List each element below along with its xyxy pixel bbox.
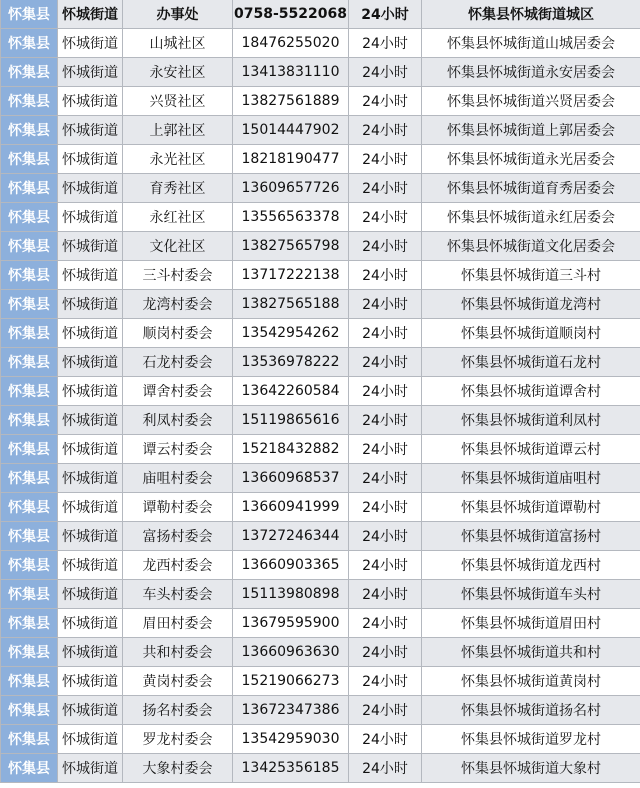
address-cell: 怀集县怀城街道庙咀村 — [422, 464, 640, 493]
street-cell: 怀城街道 — [58, 174, 123, 203]
county-cell: 怀集县 — [1, 754, 58, 783]
hours-cell: 24小时 — [349, 754, 422, 783]
hours-cell: 24小时 — [349, 319, 422, 348]
street-cell: 怀城街道 — [58, 58, 123, 87]
phone-cell: 13542959030 — [233, 725, 349, 754]
street-cell: 怀城街道 — [58, 116, 123, 145]
street-cell: 怀城街道 — [58, 464, 123, 493]
phone-cell: 13827561889 — [233, 87, 349, 116]
address-cell: 怀集县怀城街道三斗村 — [422, 261, 640, 290]
street-cell: 怀城街道 — [58, 667, 123, 696]
phone-cell: 18476255020 — [233, 29, 349, 58]
county-cell: 怀集县 — [1, 319, 58, 348]
address-cell: 怀集县怀城街道谭舍村 — [422, 377, 640, 406]
hours-cell: 24小时 — [349, 551, 422, 580]
phone-cell: 15218432882 — [233, 435, 349, 464]
county-cell: 怀集县 — [1, 522, 58, 551]
phone-cell: 13660941999 — [233, 493, 349, 522]
county-cell: 怀集县 — [1, 406, 58, 435]
hours-cell: 24小时 — [349, 58, 422, 87]
address-cell: 怀集县怀城街道罗龙村 — [422, 725, 640, 754]
unit-cell: 车头村委会 — [123, 580, 233, 609]
hours-cell: 24小时 — [349, 0, 422, 29]
phone-cell: 13827565188 — [233, 290, 349, 319]
unit-cell: 顺岗村委会 — [123, 319, 233, 348]
street-cell: 怀城街道 — [58, 754, 123, 783]
hours-cell: 24小时 — [349, 435, 422, 464]
table-row — [1, 609, 640, 638]
table-row — [1, 638, 640, 667]
phone-cell: 13660968537 — [233, 464, 349, 493]
phone-cell: 13660903365 — [233, 551, 349, 580]
phone-cell: 15219066273 — [233, 667, 349, 696]
county-cell: 怀集县 — [1, 580, 58, 609]
hours-cell: 24小时 — [349, 406, 422, 435]
table-row — [1, 319, 640, 348]
phone-cell: 13556563378 — [233, 203, 349, 232]
street-cell: 怀城街道 — [58, 580, 123, 609]
phone-cell: 13413831110 — [233, 58, 349, 87]
table-row — [1, 203, 640, 232]
phone-cell: 13609657726 — [233, 174, 349, 203]
address-cell: 怀集县怀城街道育秀居委会 — [422, 174, 640, 203]
unit-cell: 扬名村委会 — [123, 696, 233, 725]
unit-cell: 上郭社区 — [123, 116, 233, 145]
address-cell: 怀集县怀城街道上郭居委会 — [422, 116, 640, 145]
county-cell: 怀集县 — [1, 290, 58, 319]
unit-cell: 谭勒村委会 — [123, 493, 233, 522]
table-row — [1, 145, 640, 174]
street-cell: 怀城街道 — [58, 377, 123, 406]
unit-cell: 大象村委会 — [123, 754, 233, 783]
hours-cell: 24小时 — [349, 522, 422, 551]
address-cell: 怀集县怀城街道永红居委会 — [422, 203, 640, 232]
hours-cell: 24小时 — [349, 348, 422, 377]
table-row — [1, 696, 640, 725]
phone-cell: 13660963630 — [233, 638, 349, 667]
hours-cell: 24小时 — [349, 377, 422, 406]
table-row — [1, 290, 640, 319]
county-cell: 怀集县 — [1, 261, 58, 290]
county-cell: 怀集县 — [1, 58, 58, 87]
unit-cell: 办事处 — [123, 0, 233, 29]
street-cell: 怀城街道 — [58, 290, 123, 319]
table-row — [1, 435, 640, 464]
hours-cell: 24小时 — [349, 725, 422, 754]
table-row — [1, 406, 640, 435]
street-cell: 怀城街道 — [58, 522, 123, 551]
table-row — [1, 261, 640, 290]
street-cell: 怀城街道 — [58, 696, 123, 725]
county-cell: 怀集县 — [1, 145, 58, 174]
table-row — [1, 464, 640, 493]
street-cell: 怀城街道 — [58, 725, 123, 754]
phone-cell: 13717222138 — [233, 261, 349, 290]
street-cell: 怀城街道 — [58, 261, 123, 290]
phone-cell: 0758-5522068 — [233, 0, 349, 29]
county-cell: 怀集县 — [1, 493, 58, 522]
address-cell: 怀集县怀城街道龙西村 — [422, 551, 640, 580]
hours-cell: 24小时 — [349, 638, 422, 667]
hours-cell: 24小时 — [349, 232, 422, 261]
hours-cell: 24小时 — [349, 174, 422, 203]
street-cell: 怀城街道 — [58, 145, 123, 174]
phone-cell: 13727246344 — [233, 522, 349, 551]
street-cell: 怀城街道 — [58, 348, 123, 377]
unit-cell: 三斗村委会 — [123, 261, 233, 290]
county-cell: 怀集县 — [1, 174, 58, 203]
unit-cell: 庙咀村委会 — [123, 464, 233, 493]
street-cell: 怀城街道 — [58, 406, 123, 435]
phone-cell: 13679595900 — [233, 609, 349, 638]
table-row — [1, 348, 640, 377]
county-cell: 怀集县 — [1, 203, 58, 232]
address-cell: 怀集县怀城街道利凤村 — [422, 406, 640, 435]
address-cell: 怀集县怀城街道石龙村 — [422, 348, 640, 377]
hours-cell: 24小时 — [349, 203, 422, 232]
county-cell: 怀集县 — [1, 232, 58, 261]
county-cell: 怀集县 — [1, 435, 58, 464]
hours-cell: 24小时 — [349, 493, 422, 522]
county-cell: 怀集县 — [1, 29, 58, 58]
unit-cell: 山城社区 — [123, 29, 233, 58]
unit-cell: 兴贤社区 — [123, 87, 233, 116]
table-row — [1, 29, 640, 58]
hours-cell: 24小时 — [349, 261, 422, 290]
unit-cell: 文化社区 — [123, 232, 233, 261]
street-cell: 怀城街道 — [58, 435, 123, 464]
county-cell: 怀集县 — [1, 377, 58, 406]
phone-cell: 13642260584 — [233, 377, 349, 406]
phone-cell: 13425356185 — [233, 754, 349, 783]
hours-cell: 24小时 — [349, 145, 422, 174]
unit-cell: 黄岗村委会 — [123, 667, 233, 696]
address-cell: 怀集县怀城街道龙湾村 — [422, 290, 640, 319]
address-cell: 怀集县怀城街道谭勒村 — [422, 493, 640, 522]
phone-cell: 15014447902 — [233, 116, 349, 145]
table-row — [1, 493, 640, 522]
address-cell: 怀集县怀城街道大象村 — [422, 754, 640, 783]
county-cell: 怀集县 — [1, 696, 58, 725]
street-cell: 怀城街道 — [58, 493, 123, 522]
street-cell: 怀城街道 — [58, 551, 123, 580]
unit-cell: 龙湾村委会 — [123, 290, 233, 319]
table-row — [1, 116, 640, 145]
unit-cell: 利凤村委会 — [123, 406, 233, 435]
table-row — [1, 174, 640, 203]
county-cell: 怀集县 — [1, 725, 58, 754]
county-cell: 怀集县 — [1, 348, 58, 377]
hours-cell: 24小时 — [349, 696, 422, 725]
address-cell: 怀集县怀城街道黄岗村 — [422, 667, 640, 696]
phone-cell: 18218190477 — [233, 145, 349, 174]
address-cell: 怀集县怀城街道共和村 — [422, 638, 640, 667]
table-row — [1, 58, 640, 87]
county-cell: 怀集县 — [1, 464, 58, 493]
table-row — [1, 377, 640, 406]
address-cell: 怀集县怀城街道富扬村 — [422, 522, 640, 551]
hours-cell: 24小时 — [349, 290, 422, 319]
unit-cell: 石龙村委会 — [123, 348, 233, 377]
table-row — [1, 0, 640, 29]
table-row — [1, 580, 640, 609]
address-cell: 怀集县怀城街道车头村 — [422, 580, 640, 609]
street-cell: 怀城街道 — [58, 29, 123, 58]
street-cell: 怀城街道 — [58, 319, 123, 348]
table-row — [1, 87, 640, 116]
county-cell: 怀集县 — [1, 609, 58, 638]
address-cell: 怀集县怀城街道扬名村 — [422, 696, 640, 725]
street-cell: 怀城街道 — [58, 0, 123, 29]
table-row — [1, 667, 640, 696]
county-cell: 怀集县 — [1, 116, 58, 145]
contact-table-body — [1, 0, 640, 783]
address-cell: 怀集县怀城街道永安居委会 — [422, 58, 640, 87]
unit-cell: 永红社区 — [123, 203, 233, 232]
address-cell: 怀集县怀城街道谭云村 — [422, 435, 640, 464]
address-cell: 怀集县怀城街道城区 — [422, 0, 640, 29]
unit-cell: 共和村委会 — [123, 638, 233, 667]
street-cell: 怀城街道 — [58, 638, 123, 667]
unit-cell: 龙西村委会 — [123, 551, 233, 580]
address-cell: 怀集县怀城街道兴贤居委会 — [422, 87, 640, 116]
address-cell: 怀集县怀城街道永光居委会 — [422, 145, 640, 174]
hours-cell: 24小时 — [349, 29, 422, 58]
hours-cell: 24小时 — [349, 667, 422, 696]
unit-cell: 永安社区 — [123, 58, 233, 87]
phone-cell: 13827565798 — [233, 232, 349, 261]
unit-cell: 永光社区 — [123, 145, 233, 174]
county-cell: 怀集县 — [1, 638, 58, 667]
table-row — [1, 232, 640, 261]
address-cell: 怀集县怀城街道山城居委会 — [422, 29, 640, 58]
hours-cell: 24小时 — [349, 580, 422, 609]
address-cell: 怀集县怀城街道眉田村 — [422, 609, 640, 638]
county-cell: 怀集县 — [1, 551, 58, 580]
county-cell: 怀集县 — [1, 87, 58, 116]
street-cell: 怀城街道 — [58, 203, 123, 232]
unit-cell: 谭舍村委会 — [123, 377, 233, 406]
hours-cell: 24小时 — [349, 609, 422, 638]
street-cell: 怀城街道 — [58, 609, 123, 638]
hours-cell: 24小时 — [349, 464, 422, 493]
unit-cell: 育秀社区 — [123, 174, 233, 203]
table-row — [1, 725, 640, 754]
unit-cell: 富扬村委会 — [123, 522, 233, 551]
unit-cell: 罗龙村委会 — [123, 725, 233, 754]
unit-cell: 眉田村委会 — [123, 609, 233, 638]
street-cell: 怀城街道 — [58, 232, 123, 261]
hours-cell: 24小时 — [349, 116, 422, 145]
phone-cell: 13536978222 — [233, 348, 349, 377]
table-row — [1, 754, 640, 783]
table-row — [1, 522, 640, 551]
phone-cell: 13542954262 — [233, 319, 349, 348]
county-cell: 怀集县 — [1, 0, 58, 29]
unit-cell: 谭云村委会 — [123, 435, 233, 464]
phone-cell: 13672347386 — [233, 696, 349, 725]
address-cell: 怀集县怀城街道文化居委会 — [422, 232, 640, 261]
address-cell: 怀集县怀城街道顺岗村 — [422, 319, 640, 348]
phone-cell: 15119865616 — [233, 406, 349, 435]
phone-cell: 15113980898 — [233, 580, 349, 609]
street-cell: 怀城街道 — [58, 87, 123, 116]
county-cell: 怀集县 — [1, 667, 58, 696]
hours-cell: 24小时 — [349, 87, 422, 116]
table-row — [1, 551, 640, 580]
